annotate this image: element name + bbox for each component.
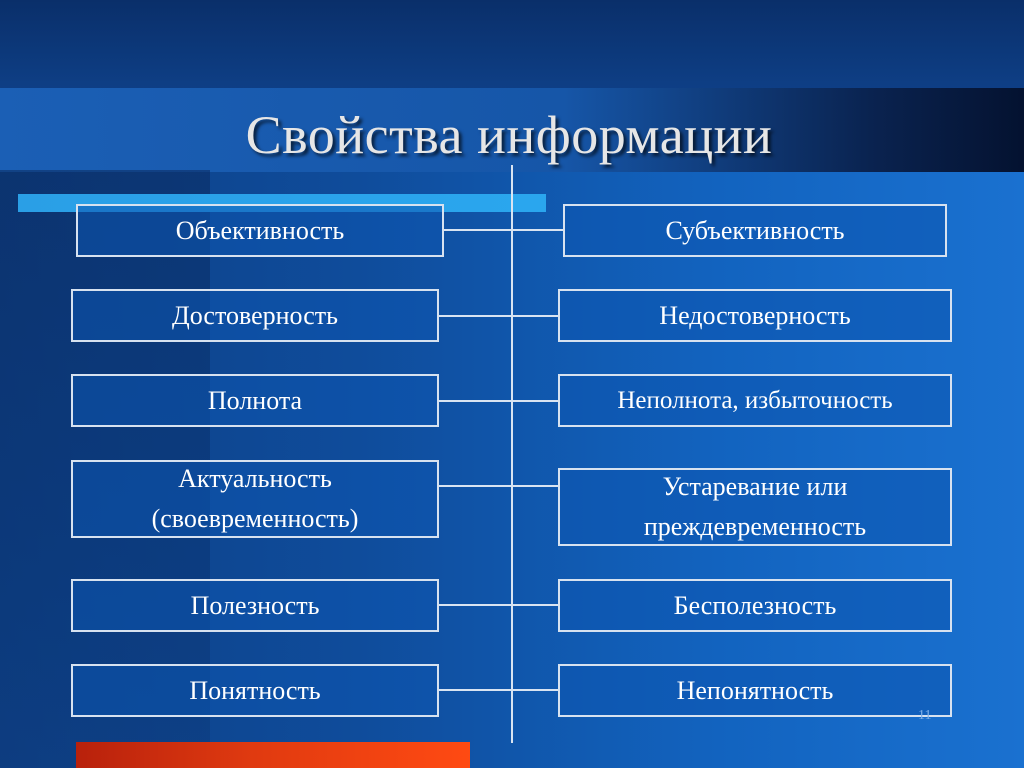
connector-row-4-right [512,485,558,487]
opposite-label: Непонятность [676,675,834,705]
connector-row-6-right [512,689,558,691]
connector-row-1-right [512,229,563,231]
property-box-reliability [71,289,439,342]
property-label: Объективность [175,215,345,245]
opposite-box-unreliability [558,289,952,342]
connector-row-5-right [512,604,558,606]
center-axis-line [511,165,513,743]
opposite-label: Устаревание или преждевременность [643,472,867,541]
connector-row-3-right [512,400,558,402]
opposite-box-incompleteness [558,374,952,427]
opposite-label: Недостоверность [659,300,851,330]
opposite-box-subjectivity [563,204,947,257]
page-title: Свойства информации [245,105,773,165]
property-box-completeness [71,374,439,427]
connector-row-3-left [439,400,512,402]
opposite-box-obsolescence [558,468,952,546]
property-box-clarity [71,664,439,717]
connector-row-4-left [439,485,512,487]
opposite-label: Неполнота, избыточность [617,386,893,414]
connector-row-6-left [439,689,512,691]
connector-row-2-right [512,315,558,317]
opposite-box-unclarity [558,664,952,717]
connector-row-2-left [439,315,512,317]
property-box-objectivity [76,204,444,257]
red-accent-bar [76,742,470,768]
opposite-label: Субъективность [665,215,845,245]
opposite-label: Бесполезность [673,590,837,620]
property-box-usefulness [71,579,439,632]
opposite-box-uselessness [558,579,952,632]
background-top [0,0,1024,90]
property-label: Полнота [207,385,303,415]
connector-row-1-left [444,229,512,231]
property-box-relevance [71,460,439,538]
slide-number: 11 [918,708,932,723]
connector-row-5-left [439,604,512,606]
property-label: Полезность [190,590,320,620]
property-label: Понятность [189,675,321,705]
property-label: Актуальность (своевременность) [151,464,359,533]
property-label: Достоверность [172,300,338,330]
